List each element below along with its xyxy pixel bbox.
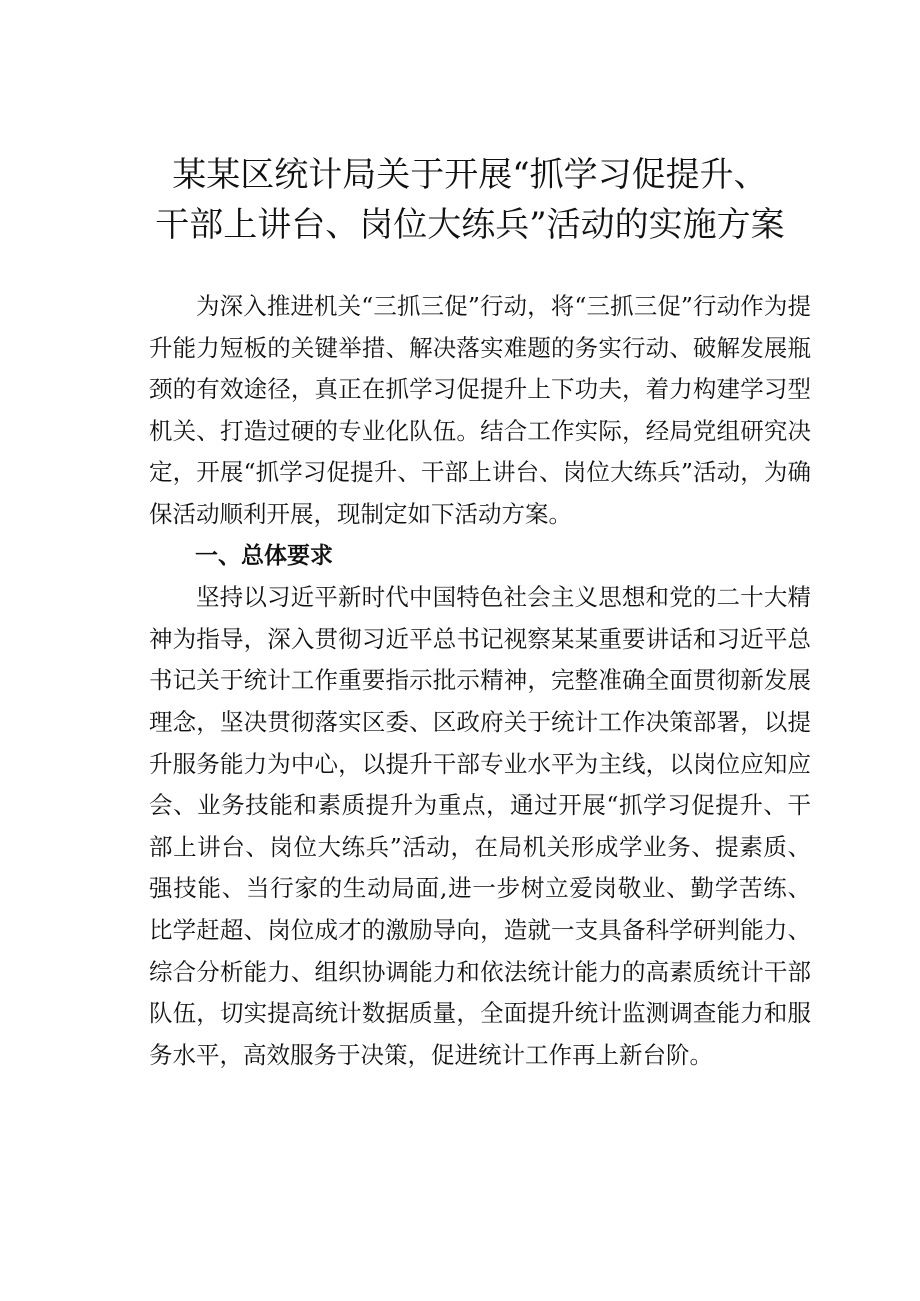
section-paragraph-general-requirements: 坚持以习近平新时代中国特色社会主义思想和党的二十大精神为指导，深入贯彻习近平总书记视察某某重要讲话和习近平总书记关于统计工作重要指示批示精神，完整准确全面贯彻新发展理念，坚决贯彻落实区委、区政府关于统计工作决策部署，以提升服务能力为中心，以提升干部专业水平为主线，以岗位应知应会、业务技能和素质提升为重点，通过开展“抓学习促提升、干部上讲台、岗位大练兵”活动，在局机关形成学业务、提素质、强技能、当行家的生动局面,进一步树立爱岗敬业、勤学苦练、比学赶超、岗位成才的激励导向，造就一支具备科学研判能力、综合分析能力、组织协调能力和依法统计能力的高素质统计干部队伍，切实提高统计数据质量，全面提升统计监测调查能力和服务水平，高效服务于决策，促进统计工作再上新台阶。: [149, 583, 811, 1069]
intro-paragraph: 为深入推进机关“三抓三促”行动，将“三抓三促”行动作为提升能力短板的关键举措、解决落实难题的务实行动、破解发展瓶颈的有效途径，真正在抓学习促提升上下功夫，着力构建学习型机关、打造过硬的专业化队伍。结合工作实际，经局党组研究决定，开展“抓学习促提升、干部上讲台、岗位大练兵”活动，为确保活动顺利开展，现制定如下活动方案。: [149, 292, 811, 528]
document-body: [149, 286, 811, 1076]
section-heading-general-requirements: 一、总体要求: [195, 542, 333, 569]
document-title: [120, 150, 820, 250]
title-line-1: 某某区统计局关于开展“抓学习促提升、: [172, 155, 768, 195]
title-line-2: 干部上讲台、岗位大练兵”活动的实施方案: [155, 205, 785, 245]
